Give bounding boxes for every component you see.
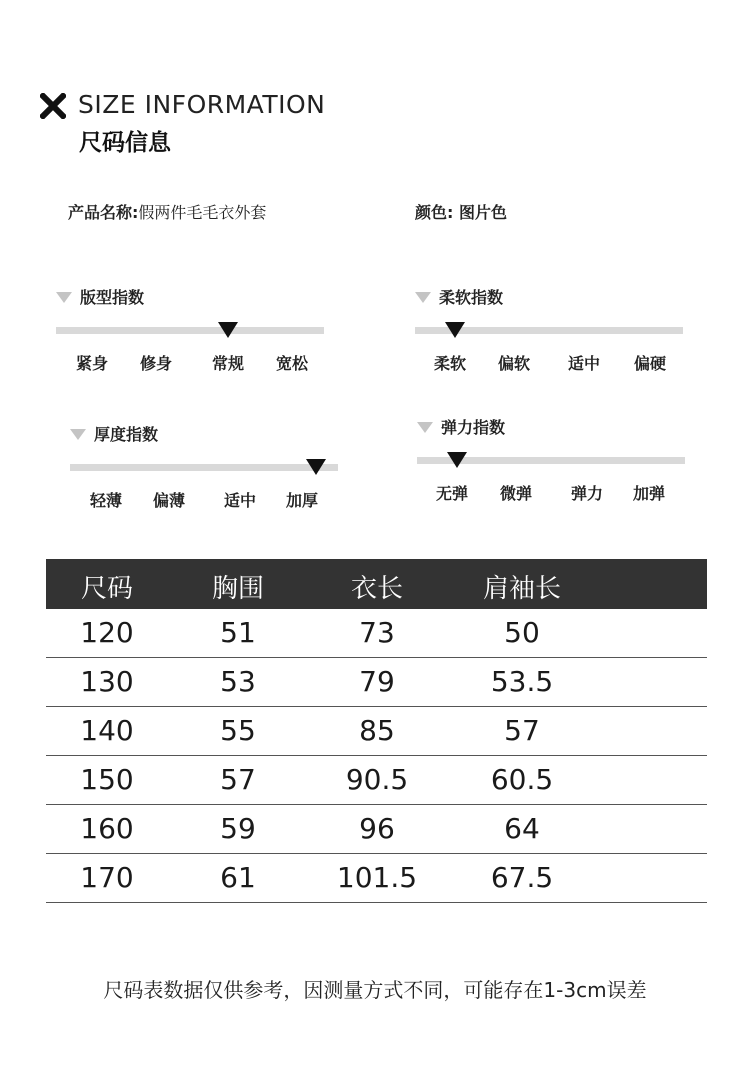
table-row	[46, 609, 707, 658]
product-color	[415, 200, 507, 223]
table-cell: 53	[220, 665, 256, 698]
index-option: 适中	[567, 354, 601, 373]
color-label: 颜色:	[415, 203, 454, 222]
table-cell: 101.5	[336, 861, 418, 894]
table-cell: 130	[80, 665, 134, 698]
table-cell: 79	[359, 665, 395, 698]
table-cell: 59	[220, 812, 256, 845]
index-track	[56, 327, 324, 334]
table-cell: 64	[504, 812, 540, 845]
index-option: 修身	[139, 354, 173, 373]
index-option: 加弹	[632, 484, 666, 503]
table-cell: 150	[80, 763, 134, 796]
product-name-value: 假两件毛毛衣外套	[138, 203, 267, 222]
index-option: 偏软	[497, 354, 531, 373]
table-cell: 57	[220, 763, 256, 796]
table-cell: 73	[359, 616, 395, 649]
index-option: 柔软	[433, 354, 467, 373]
table-cell: 120	[80, 616, 134, 649]
product-name-label: 产品名称:	[68, 203, 139, 222]
table-body	[46, 609, 707, 903]
column-header: 尺码	[80, 574, 134, 604]
index-option: 偏薄	[152, 491, 186, 510]
index-option: 适中	[223, 491, 257, 510]
index-track	[70, 464, 338, 471]
index-option: 微弹	[499, 484, 533, 503]
table-row	[46, 658, 707, 707]
selection-marker-icon	[218, 322, 238, 338]
triangle-down-icon	[70, 429, 86, 440]
index-option: 常规	[211, 354, 245, 373]
triangle-down-icon	[415, 292, 431, 303]
index-option: 弹力	[570, 484, 604, 503]
footnote: 尺码表数据仅供参考，因测量方式不同，可能存在1-3cm误差	[103, 978, 647, 1002]
size-table	[46, 559, 707, 903]
index-option: 宽松	[275, 354, 309, 373]
product-name	[68, 200, 266, 223]
table-row	[46, 756, 707, 805]
table-cell: 85	[359, 714, 395, 747]
table-row	[46, 805, 707, 854]
selection-marker-icon	[447, 452, 467, 468]
index-option: 加厚	[285, 491, 319, 510]
table-cell: 160	[80, 812, 134, 845]
table-cell: 55	[220, 714, 256, 747]
table-cell: 57	[504, 714, 540, 747]
selection-marker-icon	[445, 322, 465, 338]
table-cell: 61	[220, 861, 256, 894]
index-title: 弹力指数	[417, 415, 505, 438]
table-row	[46, 707, 707, 756]
table-row	[46, 854, 707, 903]
triangle-down-icon	[56, 292, 72, 303]
index-option: 轻薄	[89, 491, 123, 510]
color-value: 图片色	[458, 203, 507, 222]
index-title: 柔软指数	[415, 285, 503, 308]
table-cell: 60.5	[490, 763, 554, 796]
selection-marker-icon	[306, 459, 326, 475]
title-english: SIZE INFORMATION	[78, 90, 326, 119]
index-title: 版型指数	[56, 285, 144, 308]
close-x-icon	[40, 93, 66, 119]
table-cell: 140	[80, 714, 134, 747]
column-header: 胸围	[211, 574, 265, 604]
table-cell: 96	[359, 812, 395, 845]
table-cell: 53.5	[490, 665, 554, 698]
table-cell: 51	[220, 616, 256, 649]
index-option: 紧身	[75, 354, 109, 373]
column-header: 衣长	[350, 574, 404, 604]
table-cell: 67.5	[490, 861, 554, 894]
index-option: 无弹	[435, 484, 469, 503]
table-cell: 90.5	[345, 763, 409, 796]
table-header	[46, 559, 707, 609]
triangle-down-icon	[417, 422, 433, 433]
index-option: 偏硬	[633, 354, 667, 373]
column-header: 肩袖长	[482, 574, 562, 604]
index-title: 厚度指数	[70, 422, 158, 445]
table-cell: 170	[80, 861, 134, 894]
title-chinese: 尺码信息	[79, 130, 171, 156]
table-cell: 50	[504, 616, 540, 649]
